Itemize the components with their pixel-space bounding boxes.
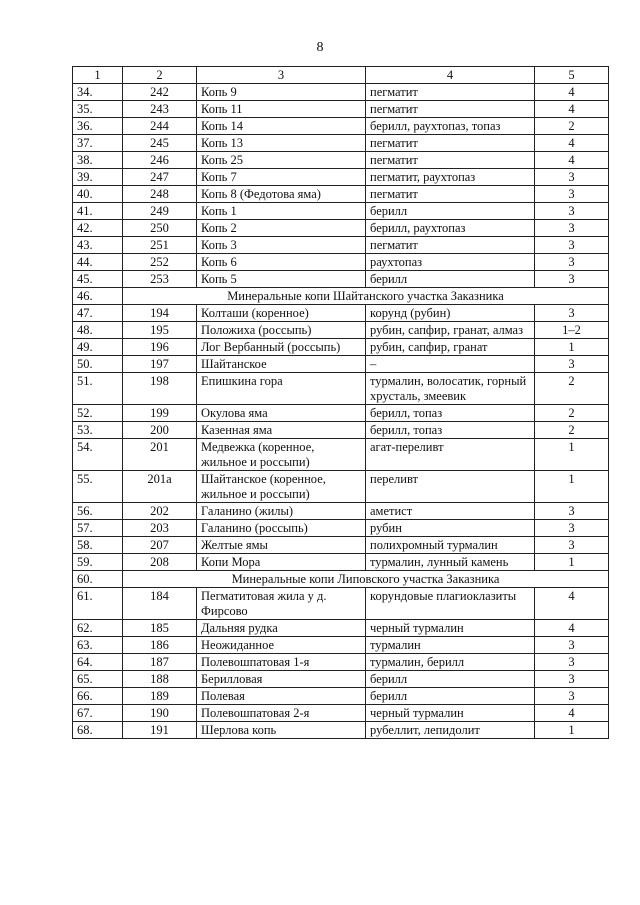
table-row: [73, 405, 609, 422]
code-cell: 208: [123, 554, 197, 571]
minerals-cell: турмалин, берилл: [366, 654, 535, 671]
code-cell: 196: [123, 339, 197, 356]
rating-cell: 3: [535, 271, 609, 288]
minerals-cell: берилл, раухтопаз, топаз: [366, 118, 535, 135]
code-cell: 198: [123, 373, 197, 405]
deposit-name-cell: Копь 5: [197, 271, 366, 288]
section-row: [73, 571, 609, 588]
header-cell: 1: [73, 67, 123, 84]
table-row: [73, 439, 609, 471]
deposit-name-cell: Полевая: [197, 688, 366, 705]
table-row: [73, 186, 609, 203]
code-cell: 199: [123, 405, 197, 422]
code-cell: 253: [123, 271, 197, 288]
minerals-cell: –: [366, 356, 535, 373]
rating-cell: 1: [535, 554, 609, 571]
minerals-cell: берилл: [366, 671, 535, 688]
table-row: [73, 237, 609, 254]
code-cell: 251: [123, 237, 197, 254]
minerals-cell: рубин, сапфир, гранат: [366, 339, 535, 356]
minerals-cell: корундовые плагиоклазиты: [366, 588, 535, 620]
table-row: [73, 135, 609, 152]
rating-cell: 4: [535, 135, 609, 152]
deposit-name-cell: Копь 14: [197, 118, 366, 135]
row-number-cell: 68.: [73, 722, 123, 739]
table-row: [73, 203, 609, 220]
table-row: [73, 169, 609, 186]
minerals-cell: турмалин: [366, 637, 535, 654]
rating-cell: 4: [535, 705, 609, 722]
code-cell: 201а: [123, 471, 197, 503]
deposit-name-cell: Копи Мора: [197, 554, 366, 571]
deposit-name-cell: Копь 3: [197, 237, 366, 254]
deposit-name-cell: Казенная яма: [197, 422, 366, 439]
code-cell: 190: [123, 705, 197, 722]
minerals-cell: корунд (рубин): [366, 305, 535, 322]
row-number-cell: 47.: [73, 305, 123, 322]
deposit-name-cell: Копь 6: [197, 254, 366, 271]
minerals-cell: рубин: [366, 520, 535, 537]
row-number-cell: 64.: [73, 654, 123, 671]
code-cell: 200: [123, 422, 197, 439]
section-title-cell: Минеральные копи Шайтанского участка Заказника: [123, 288, 609, 305]
rating-cell: 1–2: [535, 322, 609, 339]
deposit-name-cell: Желтые ямы: [197, 537, 366, 554]
deposit-name-cell: Копь 11: [197, 101, 366, 118]
rating-cell: 3: [535, 503, 609, 520]
rating-cell: 3: [535, 186, 609, 203]
rating-cell: 3: [535, 220, 609, 237]
code-cell: 201: [123, 439, 197, 471]
row-number-cell: 61.: [73, 588, 123, 620]
deposit-name-cell: Галанино (россыпь): [197, 520, 366, 537]
deposit-name-cell: Окулова яма: [197, 405, 366, 422]
rating-cell: 3: [535, 537, 609, 554]
table-row: [73, 84, 609, 101]
row-number-cell: 38.: [73, 152, 123, 169]
code-cell: 195: [123, 322, 197, 339]
table-row: [73, 654, 609, 671]
table-row: [73, 688, 609, 705]
row-number-cell: 39.: [73, 169, 123, 186]
table-row: [73, 101, 609, 118]
minerals-cell: берилл, топаз: [366, 405, 535, 422]
table-body: [73, 84, 609, 739]
row-number-cell: 55.: [73, 471, 123, 503]
table-row: [73, 503, 609, 520]
row-number-cell: 67.: [73, 705, 123, 722]
rating-cell: 4: [535, 588, 609, 620]
minerals-cell: черный турмалин: [366, 620, 535, 637]
rating-cell: 2: [535, 373, 609, 405]
minerals-cell: переливт: [366, 471, 535, 503]
row-number-cell: 37.: [73, 135, 123, 152]
minerals-cell: пегматит: [366, 237, 535, 254]
header-cell: 4: [366, 67, 535, 84]
code-cell: 243: [123, 101, 197, 118]
code-cell: 247: [123, 169, 197, 186]
table-row: [73, 705, 609, 722]
row-number-cell: 42.: [73, 220, 123, 237]
row-number-cell: 54.: [73, 439, 123, 471]
minerals-cell: аметист: [366, 503, 535, 520]
rating-cell: 2: [535, 118, 609, 135]
code-cell: 191: [123, 722, 197, 739]
row-number-cell: 62.: [73, 620, 123, 637]
code-cell: 184: [123, 588, 197, 620]
deposit-name-cell: Пегматитовая жила у д. Фирсово: [197, 588, 366, 620]
table-row: [73, 271, 609, 288]
deposit-name-cell: Колташи (коренное): [197, 305, 366, 322]
header-cell: 5: [535, 67, 609, 84]
code-cell: 207: [123, 537, 197, 554]
minerals-cell: берилл, раухтопаз: [366, 220, 535, 237]
deposit-name-cell: Копь 8 (Федотова яма): [197, 186, 366, 203]
deposit-name-cell: Дальняя рудка: [197, 620, 366, 637]
deposit-name-cell: Копь 2: [197, 220, 366, 237]
minerals-cell: пегматит, раухтопаз: [366, 169, 535, 186]
rating-cell: 3: [535, 169, 609, 186]
rating-cell: 4: [535, 620, 609, 637]
table-row: [73, 671, 609, 688]
rating-cell: 3: [535, 671, 609, 688]
rating-cell: 4: [535, 101, 609, 118]
row-number-cell: 58.: [73, 537, 123, 554]
rating-cell: 3: [535, 654, 609, 671]
rating-cell: 3: [535, 637, 609, 654]
deposit-name-cell: Копь 1: [197, 203, 366, 220]
minerals-cell: турмалин, лунный камень: [366, 554, 535, 571]
row-number-cell: 59.: [73, 554, 123, 571]
table-row: [73, 356, 609, 373]
row-number-cell: 34.: [73, 84, 123, 101]
table-row: [73, 220, 609, 237]
table-row: [73, 152, 609, 169]
code-cell: 185: [123, 620, 197, 637]
table-row: [73, 422, 609, 439]
deposit-name-cell: Положиха (россыпь): [197, 322, 366, 339]
minerals-cell: раухтопаз: [366, 254, 535, 271]
table-row: [73, 322, 609, 339]
row-number-cell: 35.: [73, 101, 123, 118]
code-cell: 246: [123, 152, 197, 169]
deposit-name-cell: Копь 13: [197, 135, 366, 152]
row-number-cell: 40.: [73, 186, 123, 203]
minerals-cell: берилл: [366, 271, 535, 288]
minerals-cell: турмалин, волосатик, горный хрусталь, змеевик: [366, 373, 535, 405]
row-number-cell: 53.: [73, 422, 123, 439]
section-row: [73, 288, 609, 305]
deposits-table: [72, 66, 609, 739]
code-cell: 252: [123, 254, 197, 271]
code-cell: 244: [123, 118, 197, 135]
minerals-cell: черный турмалин: [366, 705, 535, 722]
minerals-cell: полихромный турмалин: [366, 537, 535, 554]
deposit-name-cell: Неожиданное: [197, 637, 366, 654]
table-row: [73, 637, 609, 654]
code-cell: 203: [123, 520, 197, 537]
rating-cell: 3: [535, 356, 609, 373]
code-cell: 189: [123, 688, 197, 705]
table-row: [73, 373, 609, 405]
row-number-cell: 50.: [73, 356, 123, 373]
row-number-cell: 49.: [73, 339, 123, 356]
row-number-cell: 66.: [73, 688, 123, 705]
minerals-cell: пегматит: [366, 152, 535, 169]
table-row: [73, 118, 609, 135]
rating-cell: 1: [535, 471, 609, 503]
table-row: [73, 305, 609, 322]
minerals-cell: рубин, сапфир, гранат, алмаз: [366, 322, 535, 339]
row-number-cell: 57.: [73, 520, 123, 537]
rating-cell: 1: [535, 722, 609, 739]
code-cell: 202: [123, 503, 197, 520]
rating-cell: 2: [535, 405, 609, 422]
header-cell: 2: [123, 67, 197, 84]
minerals-cell: рубеллит, лепидолит: [366, 722, 535, 739]
deposit-name-cell: Галанино (жилы): [197, 503, 366, 520]
page-number: 8: [316, 40, 324, 55]
deposit-name-cell: Шерлова копь: [197, 722, 366, 739]
table-row: [73, 254, 609, 271]
minerals-cell: берилл: [366, 688, 535, 705]
row-number-cell: 48.: [73, 322, 123, 339]
row-number-cell: 43.: [73, 237, 123, 254]
code-cell: 186: [123, 637, 197, 654]
code-cell: 245: [123, 135, 197, 152]
deposit-name-cell: Полевошпатовая 1-я: [197, 654, 366, 671]
row-number-cell: 45.: [73, 271, 123, 288]
row-number-cell: 51.: [73, 373, 123, 405]
minerals-cell: пегматит: [366, 101, 535, 118]
rating-cell: 3: [535, 237, 609, 254]
rating-cell: 2: [535, 422, 609, 439]
rating-cell: 3: [535, 203, 609, 220]
table-row: [73, 471, 609, 503]
row-number-cell: 52.: [73, 405, 123, 422]
code-cell: 197: [123, 356, 197, 373]
deposit-name-cell: Шайтанское (коренное, жильное и россыпи): [197, 471, 366, 503]
deposit-name-cell: Епишкина гора: [197, 373, 366, 405]
deposit-name-cell: Копь 25: [197, 152, 366, 169]
rating-cell: 4: [535, 152, 609, 169]
table-row: [73, 537, 609, 554]
deposit-name-cell: Берилловая: [197, 671, 366, 688]
minerals-cell: пегматит: [366, 135, 535, 152]
table-row: [73, 339, 609, 356]
row-number-cell: 65.: [73, 671, 123, 688]
deposit-name-cell: Шайтанское: [197, 356, 366, 373]
table-row: [73, 520, 609, 537]
code-cell: 242: [123, 84, 197, 101]
code-cell: 249: [123, 203, 197, 220]
deposit-name-cell: Копь 9: [197, 84, 366, 101]
header-cell: 3: [197, 67, 366, 84]
minerals-cell: берилл: [366, 203, 535, 220]
header-row: [73, 67, 609, 84]
row-number-cell: 44.: [73, 254, 123, 271]
code-cell: 248: [123, 186, 197, 203]
row-number-cell: 63.: [73, 637, 123, 654]
rating-cell: 3: [535, 688, 609, 705]
table-row: [73, 620, 609, 637]
code-cell: 188: [123, 671, 197, 688]
minerals-cell: пегматит: [366, 84, 535, 101]
deposit-name-cell: Полевошпатовая 2-я: [197, 705, 366, 722]
row-number-cell: 36.: [73, 118, 123, 135]
minerals-cell: берилл, топаз: [366, 422, 535, 439]
code-cell: 250: [123, 220, 197, 237]
minerals-cell: агат-переливт: [366, 439, 535, 471]
rating-cell: 3: [535, 254, 609, 271]
rating-cell: 3: [535, 520, 609, 537]
row-number-cell: 46.: [73, 288, 123, 305]
rating-cell: 1: [535, 339, 609, 356]
row-number-cell: 56.: [73, 503, 123, 520]
deposit-name-cell: Медвежка (коренное, жильное и россыпи): [197, 439, 366, 471]
rating-cell: 1: [535, 439, 609, 471]
section-title-cell: Минеральные копи Липовского участка Заказника: [123, 571, 609, 588]
row-number-cell: 41.: [73, 203, 123, 220]
code-cell: 194: [123, 305, 197, 322]
table-row: [73, 588, 609, 620]
deposit-name-cell: Копь 7: [197, 169, 366, 186]
code-cell: 187: [123, 654, 197, 671]
deposit-name-cell: Лог Вербанный (россыпь): [197, 339, 366, 356]
row-number-cell: 60.: [73, 571, 123, 588]
rating-cell: 4: [535, 84, 609, 101]
rating-cell: 3: [535, 305, 609, 322]
table-row: [73, 554, 609, 571]
table-row: [73, 722, 609, 739]
minerals-cell: пегматит: [366, 186, 535, 203]
